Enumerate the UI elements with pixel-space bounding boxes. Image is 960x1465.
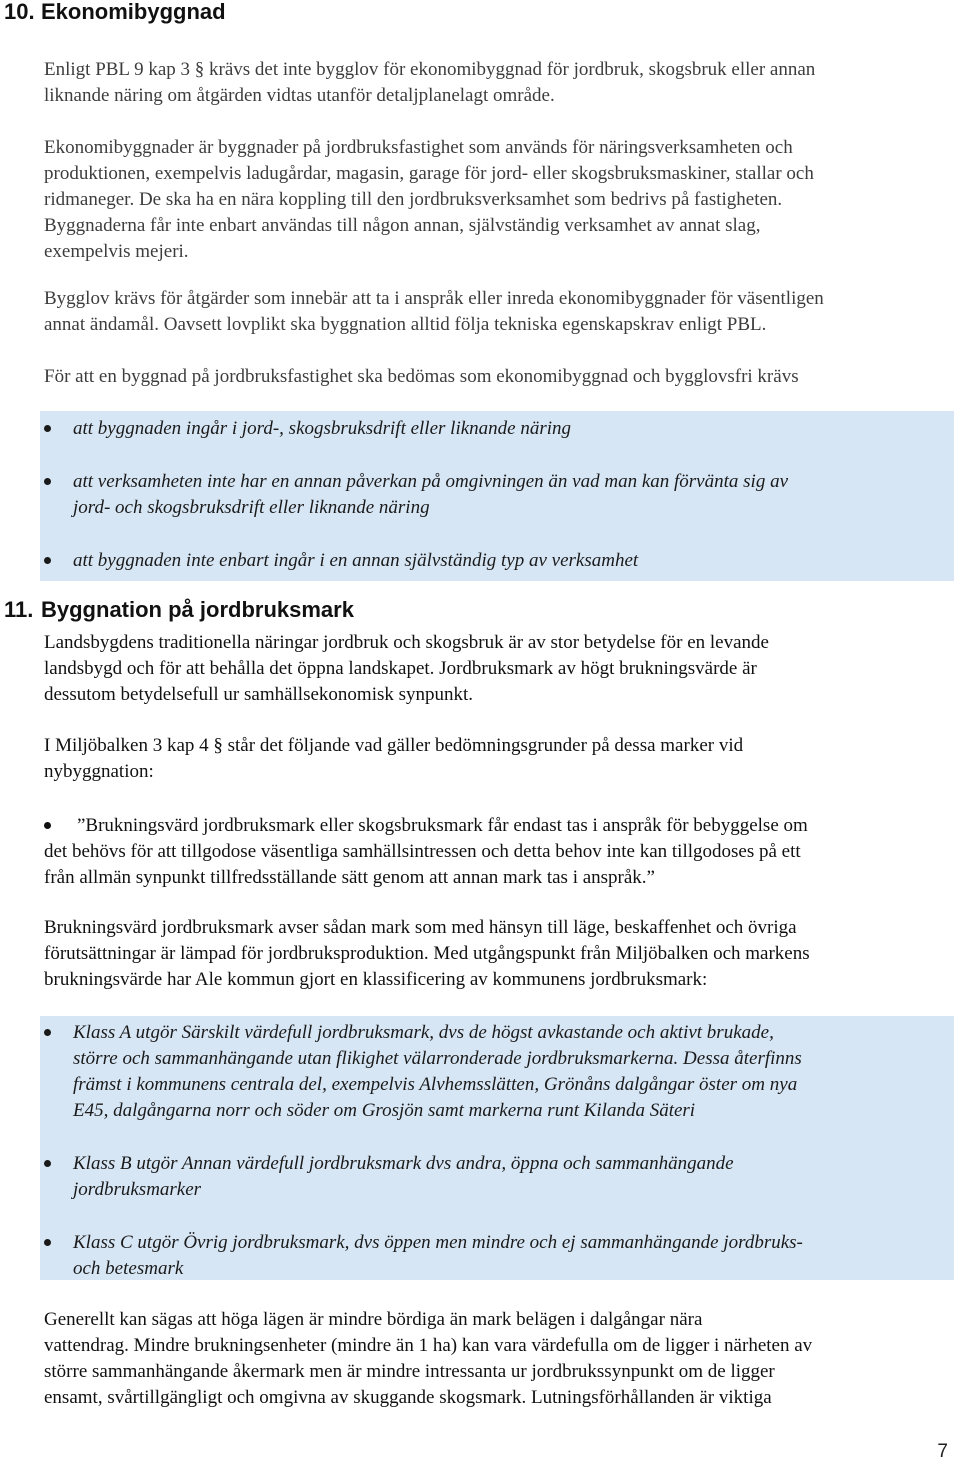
page-number: 7	[937, 1441, 948, 1462]
bullet-dot-icon	[44, 425, 51, 432]
s11-paragraph-3: Brukningsvärd jordbruksmark avser sådan mark som med hänsyn till läge, beskaffenhet och övriga förutsättningar är lämpad för jordbruksproduktion. Med utgångspunkt från Miljöbalken och markens brukningsvärde har Ale kommun gjort en klassificering av kommunens jordbruksmark:	[44, 917, 810, 990]
section-11-number: 11.	[4, 597, 34, 622]
s10-paragraph-2: Ekonomibyggnader är byggnader på jordbruksfastighet som används för näringsverksamheten och produktionen, exempelvis ladugårdar, magasin, garage för jord- eller skogsbruksmaskiner, stallar och ridmaneger. De ska ha en nära koppling till den jordbruksverksamhet som bedrivs på fastigheten. Byggnaderna får inte enbart användas till någon annan, självständig verksamhet av annat slag, exempelvis mejeri.	[44, 137, 814, 262]
section-11-heading	[4, 597, 354, 623]
bullet-dot-icon	[44, 1160, 51, 1167]
section-10-heading	[4, 0, 226, 25]
s10-paragraph-1: Enligt PBL 9 kap 3 § krävs det inte bygglov för ekonomibyggnad för jordbruk, skogsbruk eller annan liknande näring om åtgärden vidtas utanför detaljplanelagt område.	[44, 59, 816, 106]
s11-paragraph-4: Generellt kan sägas att höga lägen är mindre bördiga än mark belägen i dalgångar nära vattendrag. Mindre brukningsenheter (mindre än 1 ha) kan vara värdefulla om de ligger i närheten av större sammanhängande åkermark men är mindre intressanta ur jordbrukssynpunkt om de ligger ensamt, svårtillgängligt och omgivna av skuggande skogsmark. Lutningsförhållanden är viktiga	[44, 1309, 813, 1408]
section-10-number: 10.	[4, 0, 35, 24]
s11-paragraph-2: I Miljöbalken 3 kap 4 § står det följande vad gäller bedömningsgrunder på dessa marker vid nybyggnation:	[44, 735, 744, 782]
bullet-dot-icon	[44, 822, 51, 829]
s10-paragraph-3: Bygglov krävs för åtgärder som innebär att ta i anspråk eller inreda ekonomibyggnader för väsentligen annat ändamål. Oavsett lovplikt ska byggnation alltid följa tekniska egenskapskrav enligt PBL.	[44, 288, 824, 335]
s11-paragraph-1: Landsbygdens traditionella näringar jordbruk och skogsbruk är av stor betydelse för en levande landsbygd och för att behålla det öppna landskapet. Jordbruksmark av högt brukningsvärde är dessutom betydelsefull ur samhällsekonomisk synpunkt.	[44, 632, 769, 705]
section-11-title: Byggnation på jordbruksmark	[41, 597, 354, 622]
s11-quote: ”Brukningsvärd jordbruksmark eller skogsbruksmark får endast tas i anspråk för bebyggelse om det behövs för att tillgodose väsentliga samhällsintressen och detta behov inte kan tillgodoses på ett från allmän synpunkt tillfredsställande sätt genom att annan mark tas i anspråk.”	[44, 815, 808, 888]
bullet-dot-icon	[44, 478, 51, 485]
section-10-title: Ekonomibyggnad	[41, 0, 226, 24]
s10-paragraph-4: För att en byggnad på jordbruksfastighet ska bedömas som ekonomibyggnad och bygglovsfri krävs	[44, 366, 799, 387]
bullet-dot-icon	[44, 1239, 51, 1246]
bullet-dot-icon	[44, 557, 51, 564]
bullet-dot-icon	[44, 1029, 51, 1036]
